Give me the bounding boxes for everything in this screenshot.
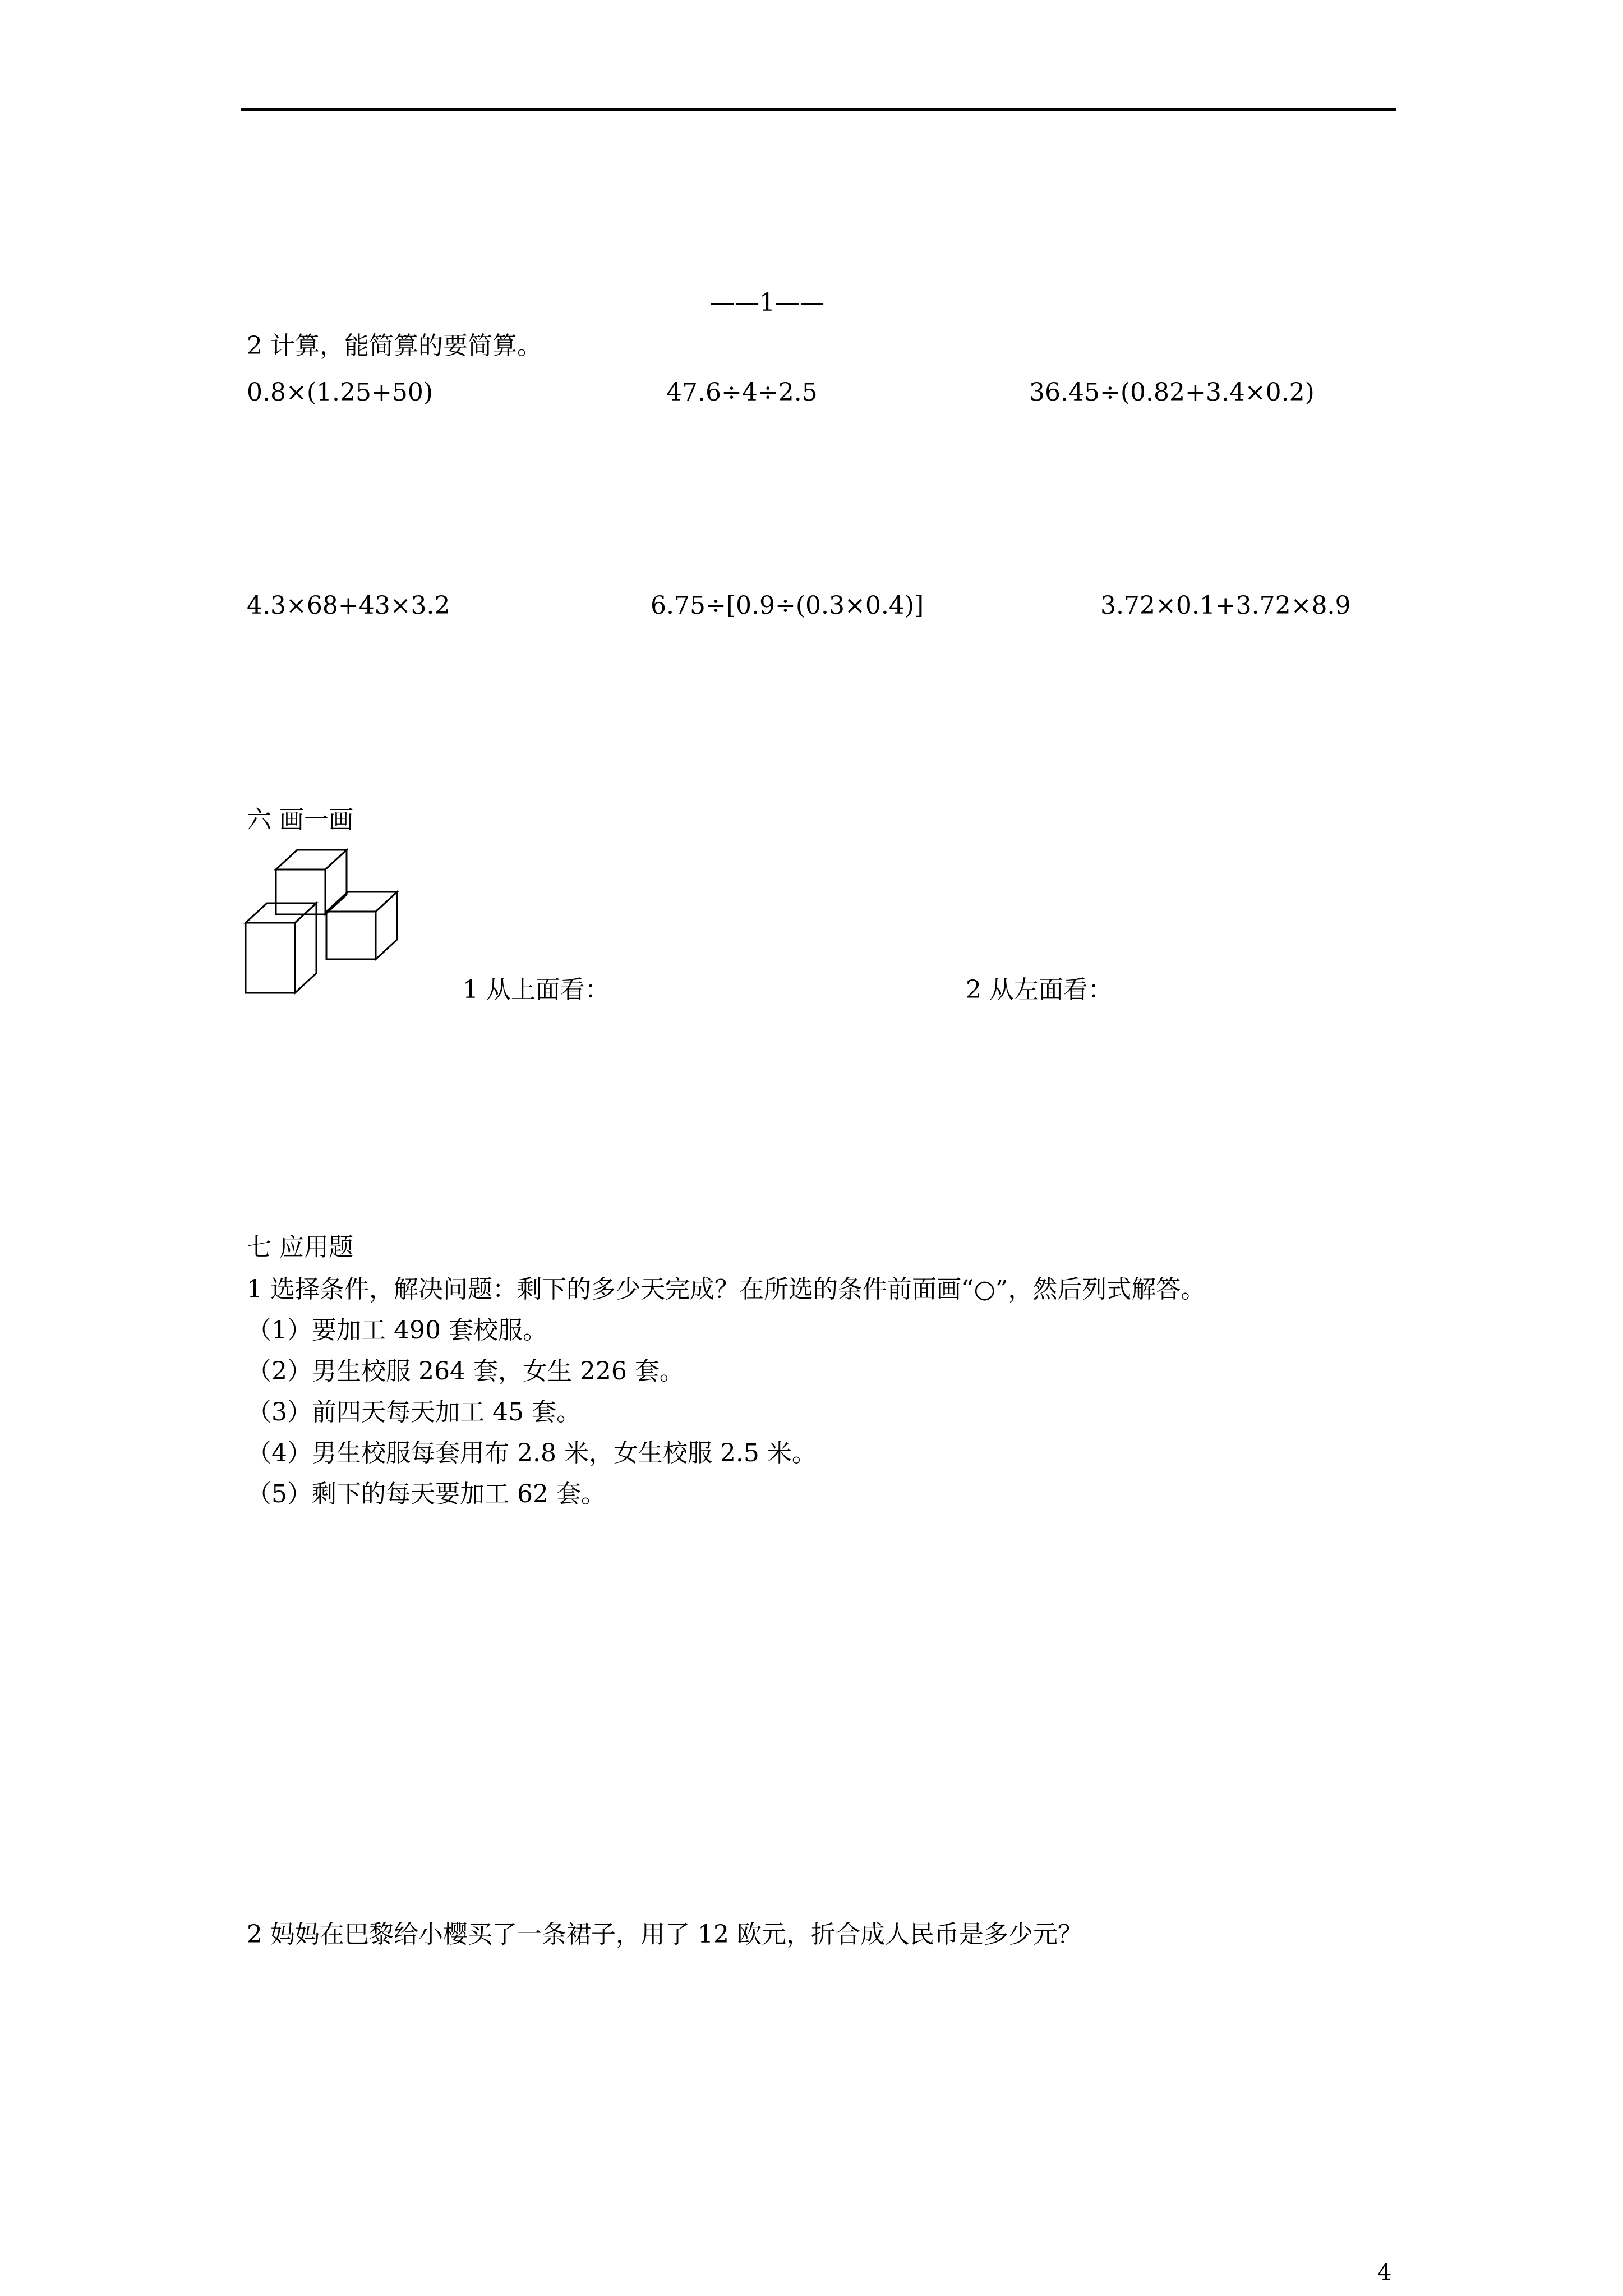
left-cube — [246, 903, 316, 993]
header-rule — [241, 108, 1396, 111]
draw-question-top-view: 1 从上面看： — [463, 976, 610, 1004]
top-cube — [276, 850, 347, 914]
calc-expression: 36.45÷(0.82+3.4×0.2) — [1029, 378, 1315, 407]
condition-item: （4）男生校服每套用布 2.8 米，女生校服 2.5 米。 — [247, 1439, 817, 1467]
calc-expression: 47.6÷4÷2.5 — [666, 378, 818, 407]
calc-heading: 2 计算，能简算的要简算。 — [247, 332, 542, 360]
condition-item: （2）男生校服 264 套，女生 226 套。 — [247, 1357, 684, 1386]
condition-item: （1）要加工 490 套校服。 — [247, 1316, 547, 1345]
calc-expression: 0.8×(1.25+50) — [247, 378, 433, 407]
calc-expression: 3.72×0.1+3.72×8.9 — [1100, 591, 1351, 620]
apply-question-1: 1 选择条件，解决问题：剩下的多少天完成？在所选的条件前面画“○”，然后列式解答。 — [247, 1275, 1206, 1304]
draw-heading: 六 画一画 — [247, 806, 353, 834]
right-cube — [326, 892, 397, 959]
condition-item: （5）剩下的每天要加工 62 套。 — [247, 1480, 606, 1508]
condition-item: （3）前四天每天加工 45 套。 — [247, 1398, 581, 1427]
page-number: 4 — [1377, 2260, 1392, 2285]
calc-expression: 4.3×68+43×3.2 — [247, 591, 450, 620]
calc-expression: 6.75÷[0.9÷(0.3×0.4)] — [651, 591, 924, 620]
apply-question-2: 2 妈妈在巴黎给小樱买了一条裙子，用了 12 欧元，折合成人民币是多少元？ — [247, 1920, 1082, 1949]
draw-question-left-view: 2 从左面看： — [966, 976, 1113, 1004]
page-marker: ——1—— — [710, 288, 824, 317]
apply-heading: 七 应用题 — [247, 1233, 353, 1262]
cube-stack-figure — [241, 844, 432, 999]
